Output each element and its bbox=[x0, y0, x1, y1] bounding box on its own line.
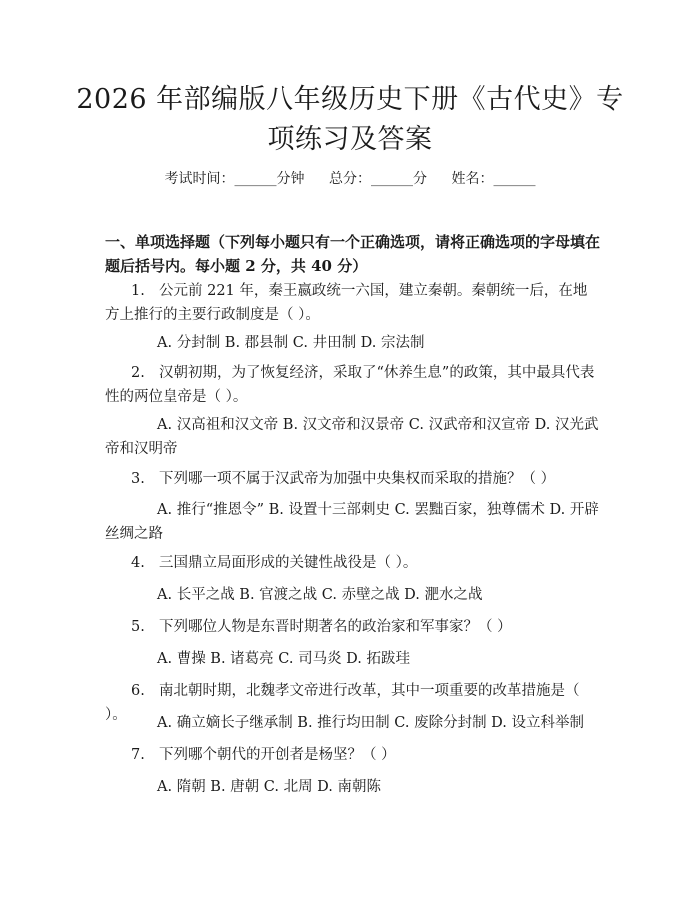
title-line-1: 2026 年部编版八年级历史下册《古代史》专 bbox=[76, 84, 624, 115]
question-number: 7. bbox=[131, 747, 145, 763]
question-stem bbox=[105, 551, 600, 575]
question-stem bbox=[105, 279, 600, 327]
document-title bbox=[70, 80, 630, 160]
question-options: A. 隋朝 B. 唐朝 C. 北周 D. 南朝陈 bbox=[157, 779, 382, 795]
question-options: A. 曹操 B. 诸葛亮 C. 司马炎 D. 拓跋珪 bbox=[157, 651, 411, 667]
question-options: A. 推行“推恩令” B. 设置十三部刺史 C. 罢黜百家，独尊儒术 D. 开辟丝绸之路 bbox=[105, 502, 599, 542]
question-options: A. 确立嫡长子继承制 B. 推行均田制 C. 废除分封制 D. 设立科举制 bbox=[157, 715, 585, 731]
question-options: A. 分封制 B. 郡县制 C. 井田制 D. 宗法制 bbox=[157, 335, 425, 351]
question-text: 南北朝时期，北魏孝文帝进行改革，其中一项重要的改革措施是（ ）。 bbox=[105, 683, 580, 723]
question-text: 三国鼎立局面形成的关键性战役是（ ）。 bbox=[159, 555, 418, 571]
exam-info bbox=[0, 168, 700, 188]
section-heading: 一、单项选择题（下列每小题只有一个正确选项，请将正确选项的字母填在题后括号内。每小题 2 分，共 40 分） bbox=[105, 233, 601, 275]
question-number: 3. bbox=[131, 471, 145, 487]
exam-time: 考试时间：______分钟 bbox=[164, 171, 305, 187]
question-number: 5. bbox=[131, 619, 145, 635]
question-number: 2. bbox=[131, 365, 145, 381]
question-stem bbox=[105, 743, 600, 767]
question-number: 6. bbox=[131, 683, 145, 699]
question-text: 下列哪一项不属于汉武帝为加强中央集权而采取的措施？（ ） bbox=[159, 471, 556, 487]
question-text: 汉朝初期，为了恢复经济，采取了“休养生息”的政策，其中最具代表性的两位皇帝是（ ）。 bbox=[105, 365, 595, 405]
question-number: 1. bbox=[131, 283, 145, 299]
question-options: A. 长平之战 B. 官渡之战 C. 赤壁之战 D. 淝水之战 bbox=[157, 587, 483, 603]
title-line-2: 项练习及答案 bbox=[267, 124, 433, 155]
question-text: 下列哪个朝代的开创者是杨坚？（ ） bbox=[159, 747, 396, 763]
question-stem bbox=[105, 467, 600, 491]
exam-score: 总分：______分 bbox=[329, 171, 427, 187]
question-options: A. 汉高祖和汉文帝 B. 汉文帝和汉景帝 C. 汉武帝和汉宣帝 D. 汉光武帝和汉明帝 bbox=[105, 417, 599, 457]
exam-name: 姓名：______ bbox=[451, 171, 536, 187]
question-text: 下列哪位人物是东晋时期著名的政治家和军事家？（ ） bbox=[159, 619, 512, 635]
question-number: 4. bbox=[131, 555, 145, 571]
question-text: 公元前 221 年，秦王嬴政统一六国，建立秦朝。秦朝统一后，在地方上推行的主要行政制度是（ ）。 bbox=[105, 283, 588, 323]
question-stem bbox=[105, 361, 600, 409]
question-stem bbox=[105, 615, 600, 639]
